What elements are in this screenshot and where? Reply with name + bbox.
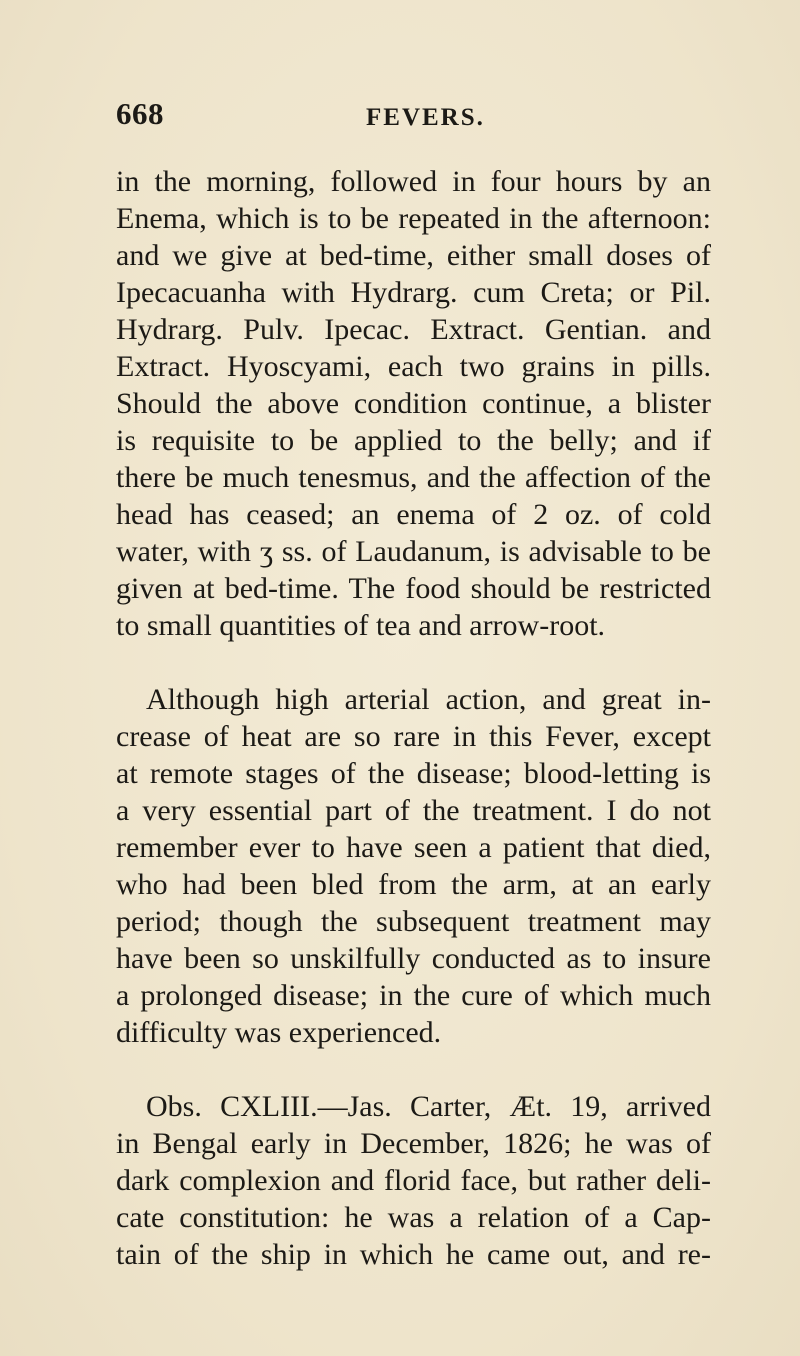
text-line: given at bed-time. The food should be restricted (116, 572, 711, 605)
text-line: a very essential part of the treatment. I do not (116, 794, 711, 827)
text-line: in Bengal early in December, 1826; he was of (116, 1127, 711, 1160)
text-line: difficulty was experienced. (116, 1016, 442, 1049)
paragraph-gap (116, 644, 711, 681)
text-line: Extract. Hyoscyami, each two grains in pills. (116, 350, 711, 383)
text-line: there be much tenesmus, and the affection of the (116, 461, 711, 494)
text-line: Enema, which is to be repeated in the afternoon: (116, 202, 711, 235)
text-line: dark complexion and florid face, but rather deli- (116, 1164, 711, 1197)
text-line: Ipecacuanha with Hydrarg. cum Creta; or Pil. (116, 276, 711, 309)
text-line: is requisite to be applied to the belly; and if (116, 424, 711, 457)
text-line: crease of heat are so rare in this Fever, except (116, 720, 711, 753)
text-line: have been so unskilfully conducted as to insure (116, 942, 711, 975)
text-line: Although high arterial action, and great in- (146, 683, 711, 716)
text-line: at remote stages of the disease; blood-letting is (116, 757, 711, 790)
body-text (116, 163, 711, 1273)
text-line: Hydrarg. Pulv. Ipecac. Extract. Gentian. and (116, 313, 711, 346)
paragraph-observation (116, 1088, 711, 1273)
paragraph-blood-letting (116, 681, 711, 1051)
text-line: Obs. CXLIII.—Jas. Carter, Æt. 19, arrived (146, 1090, 711, 1123)
text-line: remember ever to have seen a patient that died, (116, 831, 711, 864)
paragraph-treatment (116, 163, 711, 644)
text-line: cate constitution: he was a relation of a Cap- (116, 1201, 711, 1234)
text-line: period; though the subsequent treatment may (116, 905, 711, 938)
page-header (116, 96, 716, 136)
text-line: head has ceased; an enema of 2 oz. of cold (116, 498, 711, 531)
text-line: who had been bled from the arm, at an early (116, 868, 711, 901)
paragraph-gap (116, 1051, 711, 1088)
text-line: tain of the ship in which he came out, and re- (116, 1238, 711, 1271)
text-line: in the morning, followed in four hours by an (116, 165, 711, 198)
text-line: and we give at bed-time, either small doses of (116, 239, 711, 272)
text-line: to small quantities of tea and arrow-root. (116, 609, 606, 642)
page-number: 668 (116, 96, 164, 131)
text-line: a prolonged disease; in the cure of which much (116, 979, 711, 1012)
running-title: FEVERS. (366, 104, 485, 131)
text-line: water, with ʒ ss. of Laudanum, is advisable to be (116, 535, 711, 568)
text-line: Should the above condition continue, a blister (116, 387, 711, 420)
